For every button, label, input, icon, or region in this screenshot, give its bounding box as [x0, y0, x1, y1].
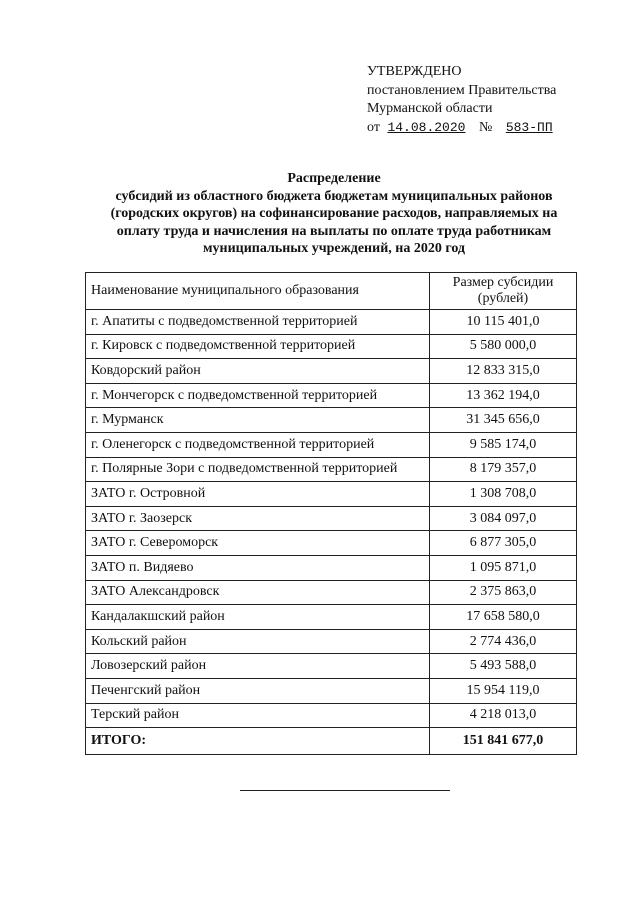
municipality-name-cell: ЗАТО г. Островной	[86, 482, 430, 507]
approval-date-line	[367, 119, 627, 138]
title-line-1: Распределение	[287, 171, 381, 186]
approval-number-sign: №	[478, 119, 493, 135]
municipality-name-cell: Терский район	[86, 703, 430, 728]
subsidy-amount-cell: 2 774 436,0	[430, 629, 577, 654]
subsidy-amount-cell: 10 115 401,0	[430, 310, 577, 335]
table-row	[86, 703, 577, 728]
table-row	[86, 506, 577, 531]
title-line-4: оплату труда и начисления на выплаты по оплате труда работникам	[116, 223, 552, 239]
subsidy-amount-cell: 8 179 357,0	[430, 457, 577, 482]
total-label-cell: ИТОГО:	[86, 728, 430, 755]
subsidy-amount-cell: 17 658 580,0	[430, 605, 577, 630]
municipality-name-cell: ЗАТО г. Североморск	[86, 531, 430, 556]
subsidy-amount-cell: 12 833 315,0	[430, 359, 577, 384]
municipality-name-cell: Ловозерский район	[86, 654, 430, 679]
table-row	[86, 605, 577, 630]
subsidy-table-body	[86, 273, 577, 755]
table-row	[86, 482, 577, 507]
municipality-name-cell: Кандалакшский район	[86, 605, 430, 630]
document-title	[84, 170, 584, 258]
subsidy-amount-cell: 5 580 000,0	[430, 334, 577, 359]
table-total-row	[86, 728, 577, 755]
municipality-name-cell: Кольский район	[86, 629, 430, 654]
table-row	[86, 654, 577, 679]
approval-from-label: от	[367, 119, 380, 135]
municipality-name-cell: г. Мурманск	[86, 408, 430, 433]
approval-region-line: Мурманской области	[367, 101, 493, 116]
table-row	[86, 408, 577, 433]
approval-decree-line: постановлением Правительства	[367, 82, 557, 98]
subsidy-amount-cell: 15 954 119,0	[430, 678, 577, 703]
subsidy-amount-cell: 2 375 863,0	[430, 580, 577, 605]
subsidy-table	[85, 272, 577, 755]
table-row	[86, 432, 577, 457]
subsidy-amount-cell: 1 308 708,0	[430, 482, 577, 507]
subsidy-amount-cell: 3 084 097,0	[430, 506, 577, 531]
table-row	[86, 457, 577, 482]
table-row	[86, 531, 577, 556]
title-line-5: муниципальных учреждений, на 2020 год	[202, 241, 466, 256]
table-row	[86, 334, 577, 359]
subsidy-amount-cell: 31 345 656,0	[430, 408, 577, 433]
table-row	[86, 629, 577, 654]
header-amount-cell: Размер субсидии (рублей)	[430, 273, 577, 310]
table-row	[86, 383, 577, 408]
table-row	[86, 580, 577, 605]
approval-block	[367, 63, 627, 137]
municipality-name-cell: г. Мончегорск с подведомственной территорией	[86, 383, 430, 408]
municipality-name-cell: Печенгский район	[86, 678, 430, 703]
subsidy-amount-cell: 6 877 305,0	[430, 531, 577, 556]
table-row	[86, 310, 577, 335]
municipality-name-cell: г. Апатиты с подведомственной территорией	[86, 310, 430, 335]
approval-number: 583-ПП	[505, 119, 553, 135]
table-row	[86, 678, 577, 703]
subsidy-amount-cell: 5 493 588,0	[430, 654, 577, 679]
municipality-name-cell: г. Полярные Зори с подведомственной территорией	[86, 457, 430, 482]
municipality-name-cell: ЗАТО п. Видяево	[86, 555, 430, 580]
municipality-name-cell: Ковдорский район	[86, 359, 430, 384]
title-line-2: субсидий из областного бюджета бюджетам муниципальных районов	[115, 188, 553, 204]
subsidy-amount-cell: 9 585 174,0	[430, 432, 577, 457]
total-amount-cell: 151 841 677,0	[430, 728, 577, 755]
approval-date: 14.08.2020	[387, 119, 466, 135]
table-row	[86, 555, 577, 580]
municipality-name-cell: г. Кировск с подведомственной территорией	[86, 334, 430, 359]
title-line-3: (городских округов) на софинансирование расходов, направляемых на	[110, 206, 558, 221]
approval-heading: УТВЕРЖДЕНО	[367, 64, 462, 79]
subsidy-amount-cell: 1 095 871,0	[430, 555, 577, 580]
municipality-name-cell: г. Оленегорск с подведомственной территорией	[86, 432, 430, 457]
municipality-name-cell: ЗАТО г. Заозерск	[86, 506, 430, 531]
header-name-cell: Наименование муниципального образования	[86, 273, 430, 310]
table-header-row	[86, 273, 577, 310]
table-row	[86, 359, 577, 384]
subsidy-amount-cell: 13 362 194,0	[430, 383, 577, 408]
municipality-name-cell: ЗАТО Александровск	[86, 580, 430, 605]
bottom-rule	[240, 790, 450, 791]
subsidy-amount-cell: 4 218 013,0	[430, 703, 577, 728]
